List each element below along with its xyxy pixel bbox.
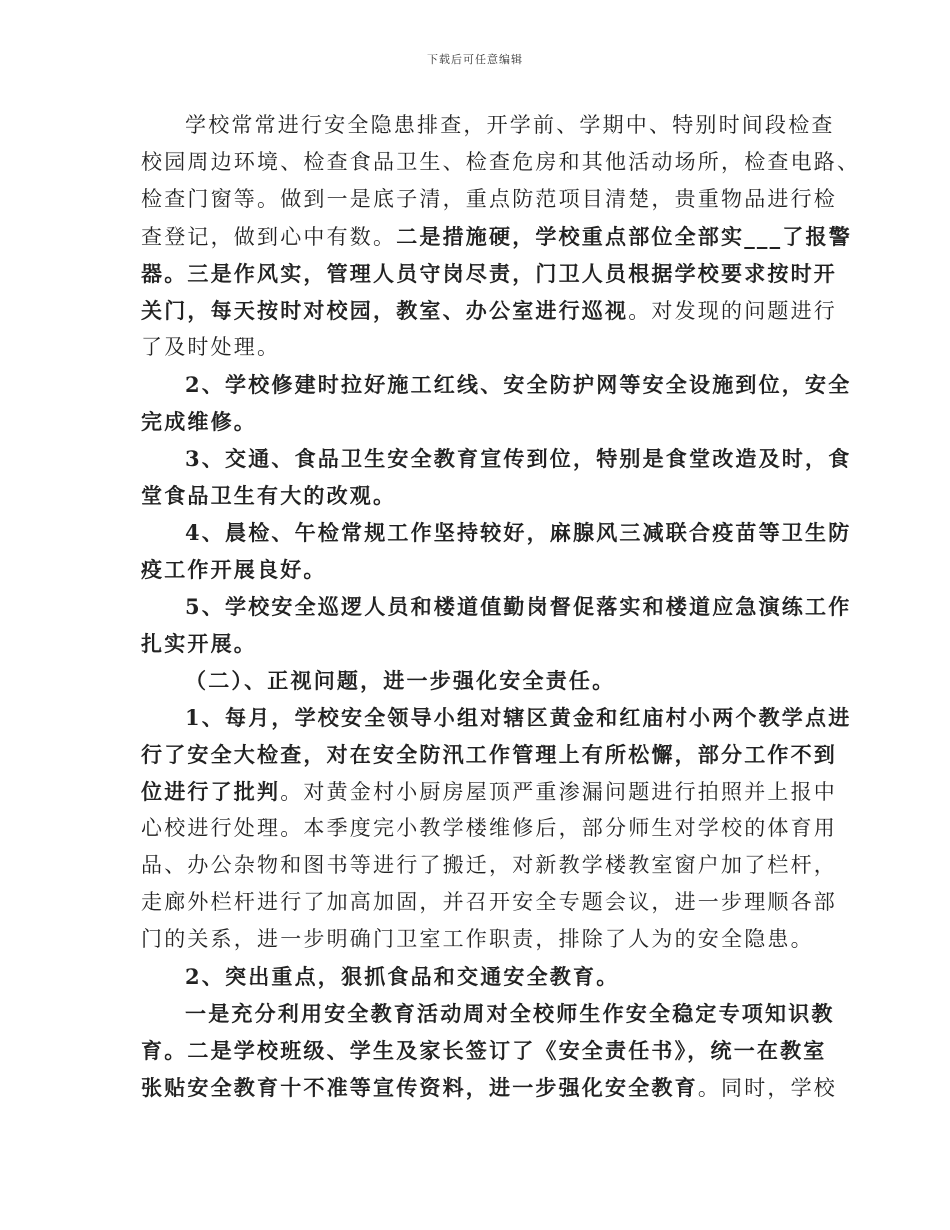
section-heading: （二）、正视问题，进一步强化安全责任。 [185, 668, 616, 693]
normal-text: 。对黄金村小厨房屋顶严重渗漏问题进行拍照并上报中 [280, 780, 838, 804]
paragraph-line: 2、学校修建时拉好施工红线、安全防护网等安全设施到位，安全 [185, 372, 852, 397]
paragraph-line [141, 292, 838, 329]
paragraph-line: 4、晨检、午检常规工作坚持较好，麻腺风三减联合疫苗等卫生防 [185, 520, 852, 545]
paragraph-line: 疫工作开展良好。 [141, 557, 327, 582]
paragraph-line: 一是充分利用安全教育活动周对全校师生作安全稳定专项知识教 [185, 1001, 835, 1026]
paragraph-line: 3、交通、食品卫生安全教育宣传到位，特别是食堂改造及时，食 [185, 446, 852, 471]
paragraph-line: 校园周边环境、检查食品卫生、检查危房和其他活动场所，检查电路、 [141, 150, 861, 174]
paragraph-line [141, 218, 852, 255]
paragraph-line: 扎实开展。 [141, 631, 257, 656]
paragraph-line: 心校进行处理。本季度完小教学楼维修后，部分师生对学校的体育用 [141, 816, 837, 840]
bold-text: 张贴安全教育十不准等宣传资料，进一步强化安全教育 [141, 1075, 698, 1100]
paragraph-line: 5、学校安全巡逻人员和楼道值勤岗督促落实和楼道应急演练工作 [185, 594, 852, 619]
bold-text: 关门，每天按时对校园，教室、办公室进行巡视 [141, 298, 629, 323]
document-body [141, 107, 861, 1106]
bold-text: 二是措施硬，学校重点部位全部实___了报警 [396, 224, 852, 249]
paragraph-line: 学校常常进行安全隐患排查，开学前、学期中、特别时间段检查 [185, 113, 835, 137]
paragraph-line: 堂食品卫生有大的改观。 [141, 483, 397, 508]
bold-text: 位进行了批判 [141, 779, 281, 804]
paragraph-line [141, 773, 838, 810]
paragraph-line: 2、突出重点，狠抓食品和交通安全教育。 [185, 964, 620, 989]
page-header: 下载后可任意编辑 [427, 53, 523, 66]
paragraph-line: 器。三是作风实，管理人员守岗尽责，门卫人员根据学校要求按时开 [141, 261, 837, 286]
paragraph-line: 完成维修。 [141, 409, 257, 434]
paragraph-line: 育。二是学校班级、学生及家长签订了《安全责任书》，统一在教室 [141, 1038, 827, 1063]
paragraph-line: 门的关系，进一步明确门卫室工作职责，排除了人为的安全隐患。 [141, 927, 814, 951]
normal-text: 查登记，做到心中有数。 [141, 225, 397, 249]
paragraph-line: 品、办公杂物和图书等进行了搬迁，对新教学楼教室窗户加了栏杆， [141, 853, 837, 877]
paragraph-line: 行了安全大检查，对在安全防汛工作管理上有所松懈，部分工作不到 [141, 742, 837, 767]
normal-text: 。同时，学校 [697, 1076, 838, 1100]
paragraph-line: 走廊外栏杆进行了加高加固，并召开安全专题会议，进一步理顺各部 [141, 890, 837, 914]
paragraph-line: 了及时处理。 [141, 335, 281, 359]
paragraph-line: 检查门窗等。做到一是底子清，重点防范项目清楚，贵重物品进行检 [141, 187, 837, 211]
paragraph-line [141, 1069, 838, 1106]
paragraph-line: 1、每月，学校安全领导小组对辖区黄金和红庙村小两个教学点进 [185, 705, 852, 730]
normal-text: 。对发现的问题进行 [628, 299, 838, 323]
